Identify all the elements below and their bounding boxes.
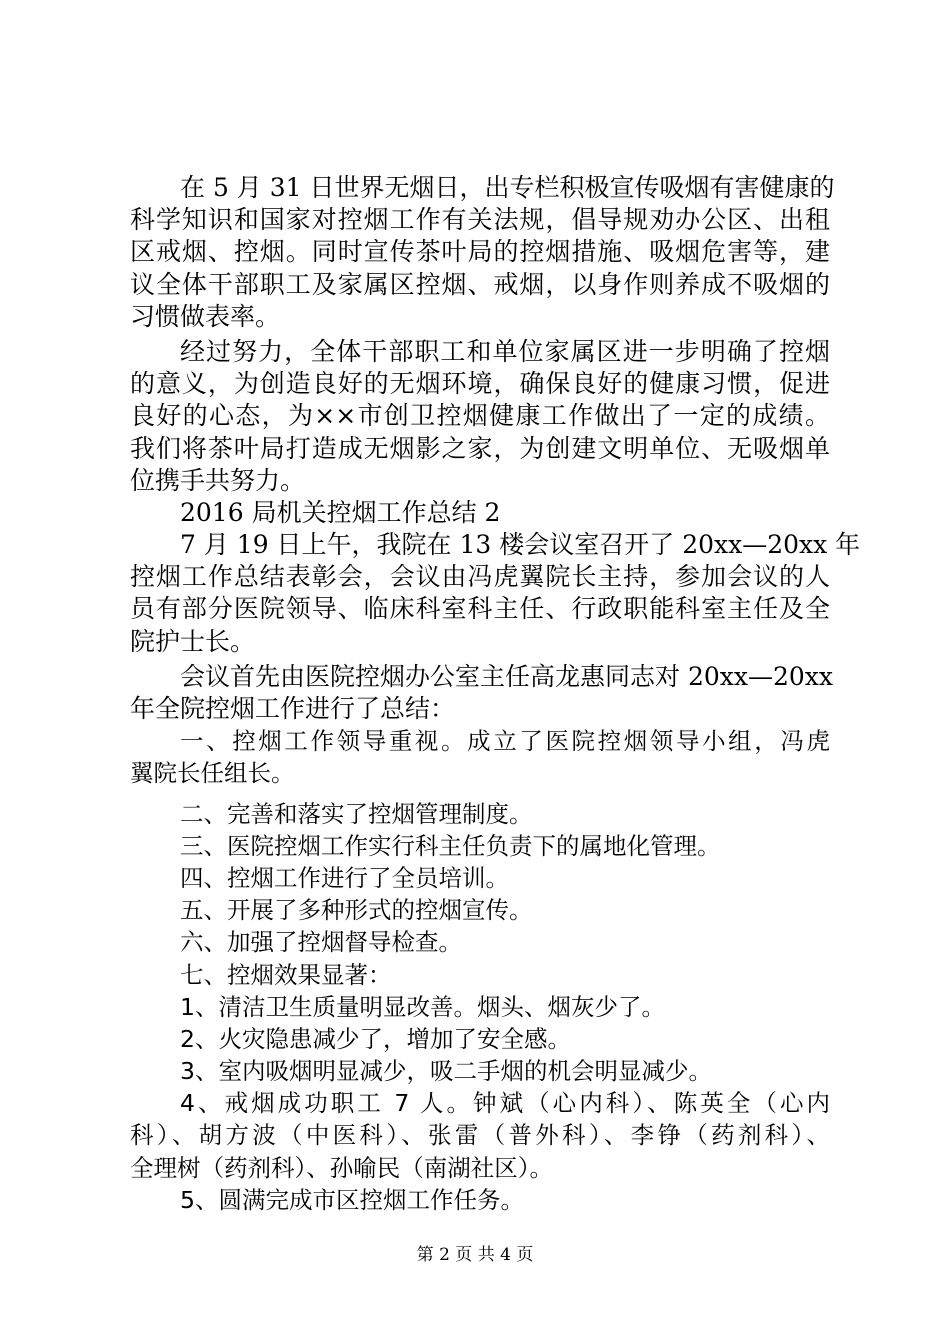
- list-item: 七、控烟效果显著：: [180, 960, 392, 989]
- list-item: 5、圆满完成市区控烟工作任务。: [180, 1185, 524, 1214]
- list-item: 四、控烟工作进行了全员培训。: [180, 863, 509, 892]
- text-line: 习惯做表率。: [130, 301, 281, 331]
- text-line: 控烟工作总结表彰会，会议由冯虎翼院长主持，参加会议的人: [130, 562, 830, 592]
- list-item: 五、开展了多种形式的控烟宣传。: [180, 896, 533, 925]
- text-line: 会议首先由医院控烟办公室主任高龙惠同志对 20xx—20xx: [180, 661, 833, 691]
- text-line: 年全院控烟工作进行了总结：: [130, 694, 456, 723]
- list-item: 4、戒烟成功职工 7 人。钟斌（心内科）、陈英全（心内: [180, 1089, 830, 1118]
- text-line: 区戒烟、控烟。同时宣传茶叶局的控烟措施、吸烟危害等，建: [130, 237, 830, 267]
- text-line: 经过努力，全体干部职工和单位家属区进一步明确了控烟: [180, 336, 830, 366]
- document-body: [130, 172, 861, 1216]
- list-item: 全理树（药剂科）、孙喻民（南湖社区）。: [130, 1153, 553, 1182]
- list-item: 六、加强了控烟督导检查。: [180, 928, 462, 957]
- text-line: 员有部分医院领导、临床科室科主任、行政职能科室主任及全: [130, 594, 830, 624]
- list-item: 2、火灾隐患减少了，增加了安全感。: [180, 1024, 571, 1053]
- list-item: 科）、胡方波（中医科）、张雷（普外科）、李铮（药剂科）、: [130, 1121, 830, 1150]
- text-line: 院护士长。: [130, 626, 256, 656]
- text-line: 位携手共努力。: [130, 465, 306, 495]
- list-item: 三、医院控烟工作实行科主任负责下的属地化管理。: [180, 831, 721, 860]
- list-item: 翼院长任组长。: [130, 759, 295, 788]
- text-line: 7 月 19 日上午，我院在 13 楼会议室召开了 20xx—20xx 年: [180, 530, 861, 560]
- text-line: 良好的心态，为××市创卫控烟健康工作做出了一定的成绩。: [130, 401, 830, 431]
- text-line: 在 5 月 31 日世界无烟日，出专栏积极宣传吸烟有害健康的: [180, 173, 835, 202]
- text-line: 科学知识和国家对控烟工作有关法规，倡导规劝办公区、出租: [130, 205, 830, 235]
- page-number-footer: 第 2 页 共 4 页: [416, 1245, 534, 1265]
- text-line: 的意义，为创造良好的无烟环境，确保良好的健康习惯，促进: [130, 369, 830, 399]
- text-line: 我们将茶叶局打造成无烟影之家，为创建文明单位、无吸烟单: [130, 433, 830, 463]
- list-item: 二、完善和落实了控烟管理制度。: [180, 799, 533, 828]
- list-item: 1、清洁卫生质量明显改善。烟头、烟灰少了。: [180, 992, 665, 1021]
- list-item: 3、室内吸烟明显减少，吸二手烟的机会明显减少。: [180, 1057, 712, 1086]
- list-item: 一、控烟工作领导重视。成立了医院控烟领导小组，冯虎: [180, 727, 830, 756]
- section-heading: 2016 局机关控烟工作总结 2: [180, 497, 501, 527]
- text-line: 议全体干部职工及家属区控烟、戒烟，以身作则养成不吸烟的: [130, 269, 830, 299]
